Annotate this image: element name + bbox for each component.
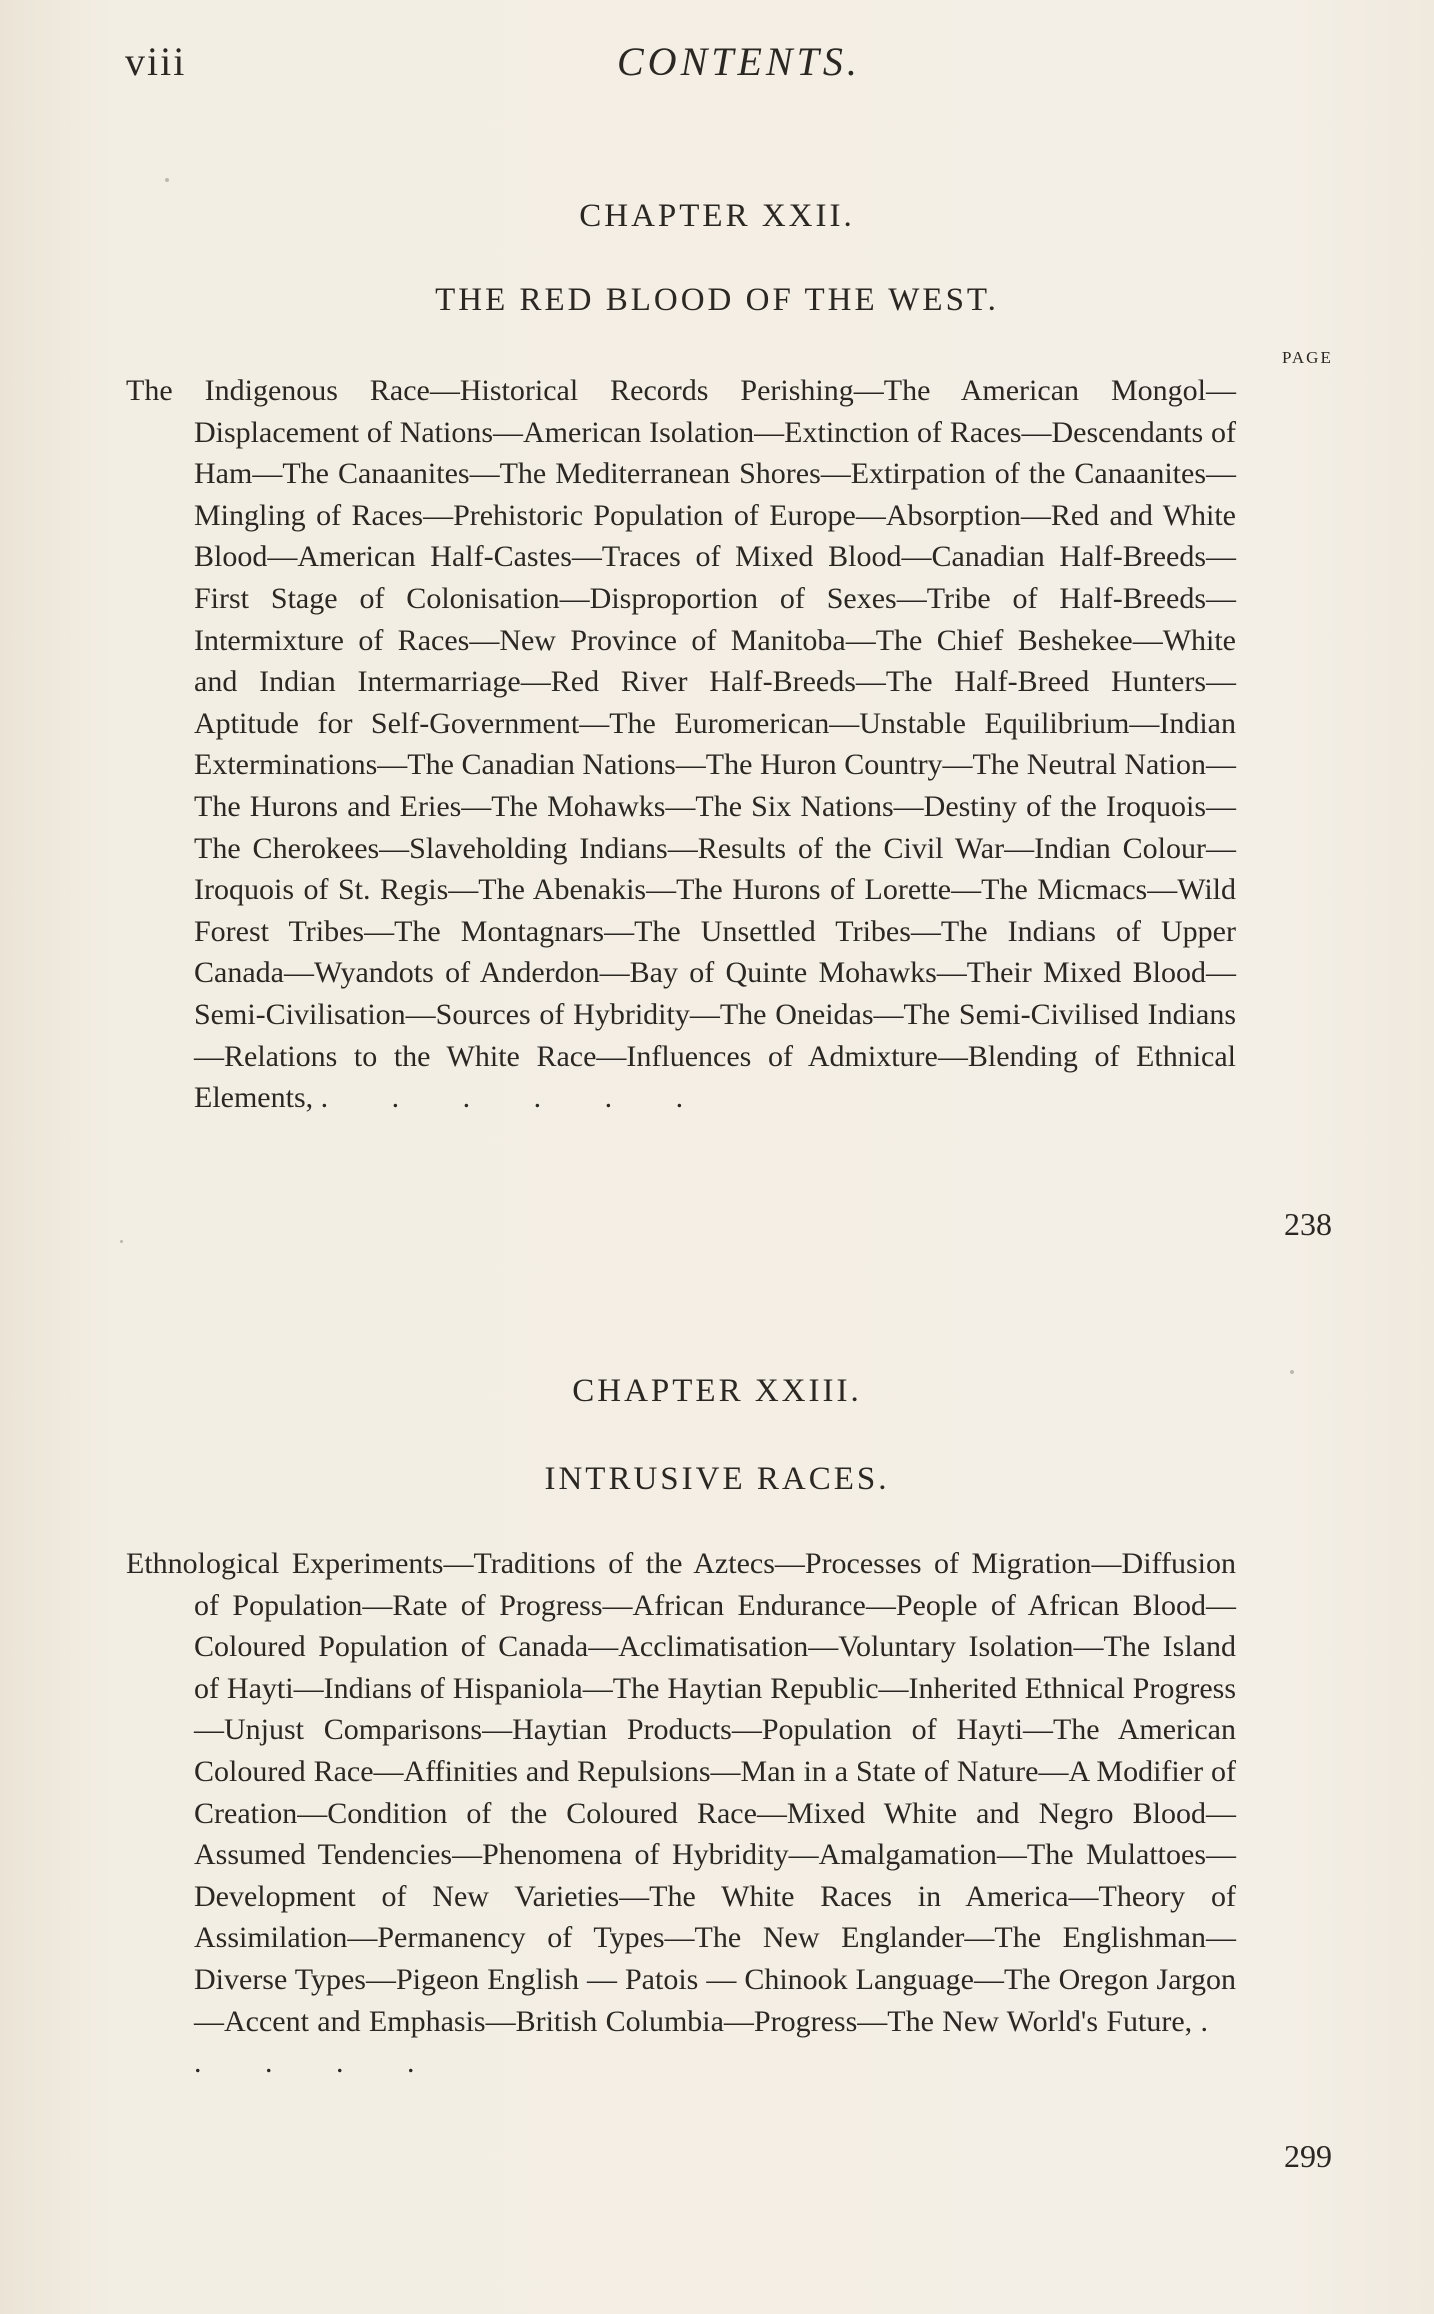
- chapter-page-reference: 299: [1284, 2138, 1332, 2174]
- running-title: CONTENTS.: [617, 39, 861, 84]
- paper-speck: [120, 1240, 123, 1243]
- page-column-label: PAGE: [1282, 348, 1333, 367]
- chapter-title: THE RED BLOOD OF THE WEST.: [435, 282, 999, 318]
- chapter-title: INTRUSIVE RACES.: [544, 1461, 890, 1497]
- summary-text: Ethnological Experiments—Traditions of the Aztecs—Processes of Migration—Diffusion of Population—Rate of Progress—African Endurance—People of African Blood—Coloured Population of Canada—Acclimatisation—Voluntary Isolation—The Island of Hayti—Indians of Hispaniola—The Haytian Republic—Inherited Ethnical Progress—Unjust Comparisons—Haytian Products—Population of Hayti—The American Coloured Race—Affinities and Repulsions—Man in a State of Nature—A Modifier of Creation—Condition of the Coloured Race—Mixed White and Negro Blood—Assumed Tendencies—Phenomena of Hybridity—Amalgamation—The Mulattoes—Development of New Varieties—The White Races in America—Theory of Assimilation—Permanency of Types—The New Englander—The Englishman—Diverse Types—Pigeon English — Patois — Chinook Language—The Oregon Jargon—Accent and Emphasis—British Columbia—Progress—The New World's Future, . . . . .: [126, 1547, 1237, 2080]
- chapter-summary: [126, 1543, 1236, 2084]
- chapter-summary: [126, 370, 1236, 1119]
- chapter-page-reference: 238: [1284, 1206, 1332, 1242]
- running-head: [0, 38, 1434, 98]
- summary-text: The Indigenous Race—Historical Records Perishing—The American Mongol—Displacement of Nations—American Isolation—Extinction of Races—Descendants of Ham—The Canaanites—The Mediterranean Shores—Extirpation of the Canaanites—Mingling of Races—Prehistoric Population of Europe—Absorption—Red and White Blood—American Half-Castes—Traces of Mixed Blood—Canadian Half-Breeds—First Stage of Colonisation—Disproportion of Sexes—Tribe of Half-Breeds—Intermixture of Races—New Province of Manitoba—The Chief Beshekee—White and Indian Intermarriage—Red River Half-Breeds—The Half-Breed Hunters—Aptitude for Self-Government—The Euromerican—Unstable Equilibrium—Indian Exterminations—The Canadian Nations—The Huron Country—The Neutral Nation—The Hurons and Eries—The Mohawks—The Six Nations—Destiny of the Iroquois—The Cherokees—Slaveholding Indians—Results of the Civil War—Indian Colour—Iroquois of St. Regis—The Abenakis—The Hurons of Lorette—The Micmacs—Wild Forest Tribes—The Montagnars—The Unsettled Tribes—The Indians of Upper Canada—Wyandots of Anderdon—Bay of Quinte Mohawks—Their Mixed Blood—Semi-Civilisation—Sources of Hybridity—The Oneidas—The Semi-Civilised Indians—Relations to the White Race—Influences of Admixture—Blending of Ethnical Elements, . . . . . .: [126, 374, 1236, 1115]
- chapter-number: CHAPTER XXII.: [579, 198, 855, 234]
- chapter-number: CHAPTER XXIII.: [572, 1373, 862, 1409]
- paper-speck: [165, 178, 169, 182]
- dot-leaders: . . . . . .: [320, 1081, 712, 1115]
- page-number: viii: [125, 39, 187, 84]
- paper-speck: [1290, 1370, 1294, 1374]
- dot-leaders: . . . . .: [194, 2004, 1237, 2080]
